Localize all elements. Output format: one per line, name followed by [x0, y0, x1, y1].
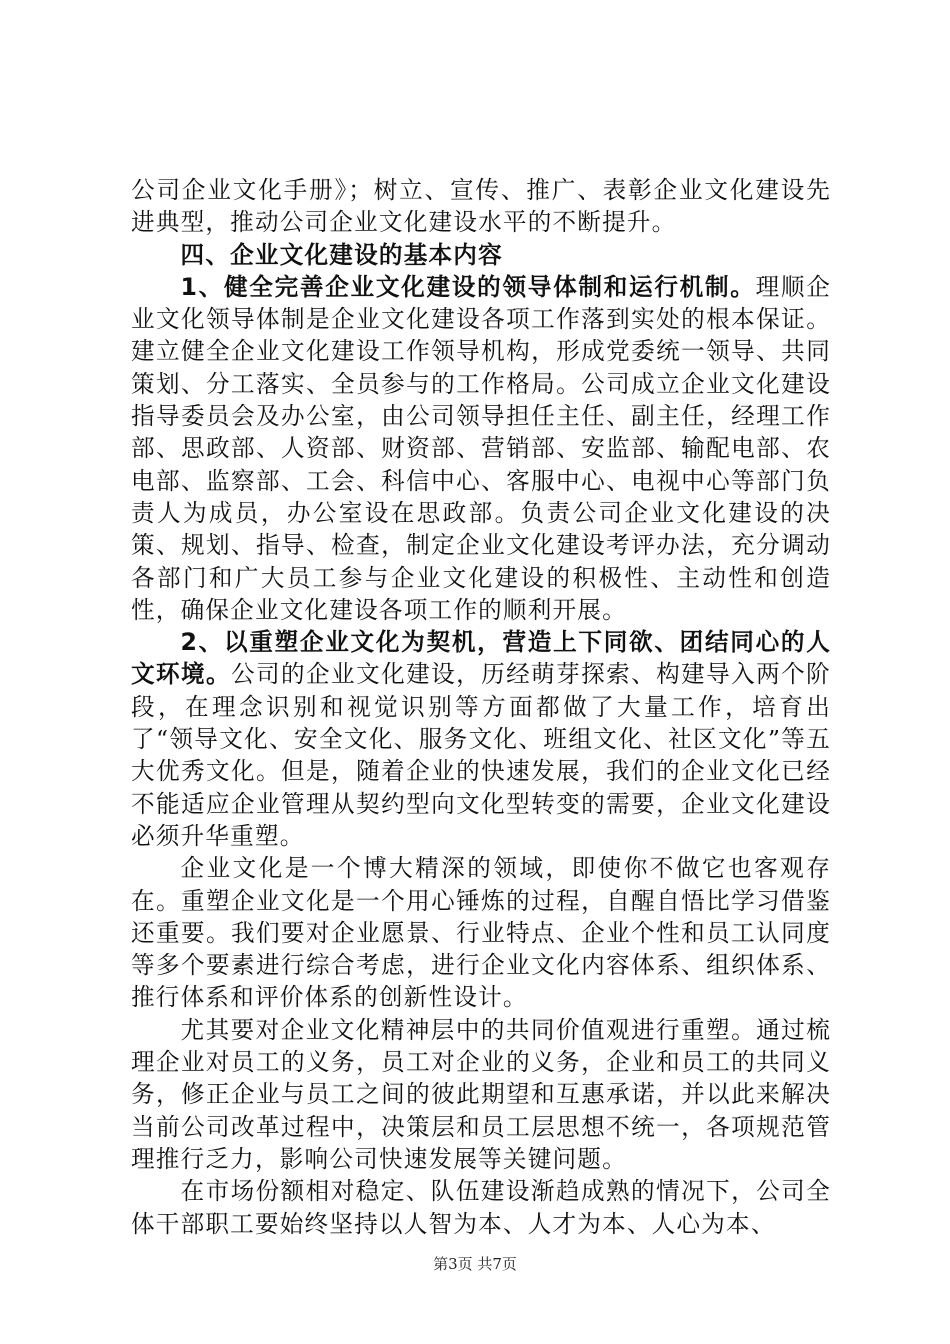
- paragraph-reshape-culture: [131, 626, 831, 852]
- paragraph-lead: 1、健全完善企业文化建设的领导体制和运行机制。: [180, 272, 756, 301]
- heading-text: 四、企业文化建设的基本内容: [180, 240, 503, 269]
- paragraph-culture-domain: [131, 852, 831, 1013]
- paragraph-text: 理顺企业文化领导体制是企业文化建设各项工作落到实处的根本保证。建立健全企业文化建设工作领导机构，形成党委统一领导、共同策划、分工落实、全员参与的工作格局。公司成立企业文化建设指导委员会及办公室，由公司领导担任主任、副主任，经理工作部、思政部、人资部、财资部、营销部、安监部、输配电部、农电部、监察部、工会、科信中心、客服中心、电视中心等部门负责人为成员，办公室设在思政部。负责公司企业文化建设的决策、规划、指导、检查，制定企业文化建设考评办法，充分调动各部门和广大员工参与企业文化建设的积极性、主动性和创造性，确保企业文化建设各项工作的顺利开展。: [131, 272, 831, 624]
- paragraph-market-share: [131, 1175, 831, 1240]
- paragraph-leadership-system: [131, 271, 831, 626]
- paragraph-text: 企业文化是一个博大精深的领域，即使你不做它也客观存在。重塑企业文化是一个用心锤炼的过程，自醒自悟比学习借鉴还重要。我们要对企业愿景、行业特点、企业个性和员工认同度等多个要素进行综合考虑，进行企业文化内容体系、组织体系、推行体系和评价体系的创新性设计。: [131, 854, 831, 1012]
- paragraph-text: 公司企业文化手册》；树立、宣传、推广、表彰企业文化建设先进典型，推动公司企业文化建设水平的不断提升。: [131, 176, 831, 237]
- paragraph-text: 在市场份额相对稳定、队伍建设渐趋成熟的情况下，公司全体干部职工要始终坚持以人智为本、人才为本、人心为本、: [131, 1177, 831, 1238]
- paragraph-handbook-continuation: [131, 174, 831, 239]
- paragraph-text: 公司的企业文化建设，历经萌芽探索、构建导入两个阶段，在理念识别和视觉识别等方面都做了大量工作，培育出了“领导文化、安全文化、服务文化、班组文化、社区文化”等五大优秀文化。但是，随着企业的快速发展，我们的企业文化已经不能适应企业管理从契约型向文化型转变的需要，企业文化建设必须升华重塑。: [131, 660, 831, 850]
- section-heading-basic-content: [131, 239, 831, 271]
- paragraph-text: 尤其要对企业文化精神层中的共同价值观进行重塑。通过梳理企业对员工的义务，员工对企业的义务，企业和员工的共同义务，修正企业与员工之间的彼此期望和互惠承诺，并以此来解决当前公司改革过程中，决策层和员工层思想不统一，各项规范管理推行乏力，影响公司快速发展等关键问题。: [131, 1015, 831, 1173]
- paragraph-shared-values: [131, 1014, 831, 1175]
- paragraph-lead: 2、以重塑企业文化为契机，营造上下同欲、团结同心的人文环境。: [131, 628, 831, 689]
- document-body: [131, 174, 831, 1240]
- page-number-footer: 第3页 共7页: [433, 1255, 517, 1273]
